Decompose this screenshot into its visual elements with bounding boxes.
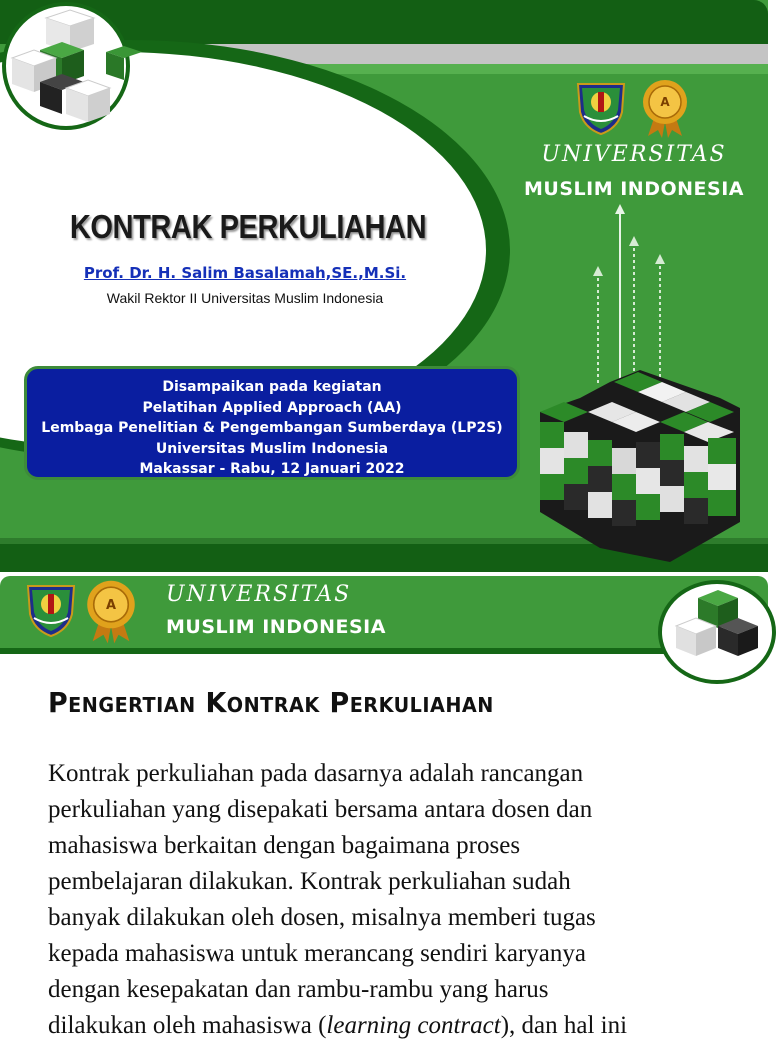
info-line: Disampaikan pada kegiatan bbox=[162, 379, 382, 395]
body-line-start: dilakukan oleh mahasiswa ( bbox=[48, 1012, 327, 1039]
body-line-last bbox=[48, 1008, 748, 1044]
info-line: Pelatihan Applied Approach (AA) bbox=[142, 399, 402, 416]
body-line: pembelajaran dilakukan. Kontrak perkuliahan sudah bbox=[48, 868, 571, 895]
cube-logo-icon bbox=[662, 584, 772, 680]
body-line: mahasiswa berkaitan dengan bagaimana proses bbox=[48, 832, 521, 859]
upward-arrows-icon bbox=[588, 204, 678, 384]
header-stripe bbox=[0, 648, 768, 654]
body-line: dengan kesepakatan dan rambu-rambu yang harus bbox=[48, 976, 549, 1003]
info-line: Lembaga Penelitian & Pengembangan Sumberdaya (LP2S) bbox=[41, 420, 503, 436]
body-line: banyak dilakukan oleh dosen, misalnya memberi tugas bbox=[48, 904, 596, 931]
author-role: Wakil Rektor II Universitas Muslim Indonesia bbox=[106, 290, 384, 306]
body-line: perkuliahan yang disepakati bersama antara dosen dan bbox=[48, 796, 593, 823]
university-label-script: UNIVERSITAS bbox=[541, 142, 727, 167]
event-info-box bbox=[24, 366, 520, 480]
accreditation-seal-icon bbox=[84, 578, 138, 644]
info-line: Makassar - Rabu, 12 Januari 2022 bbox=[139, 461, 405, 477]
presentation-title: KONTRAK PERKULIAHAN bbox=[69, 208, 427, 245]
university-name: MUSLIM INDONESIA bbox=[166, 616, 386, 638]
university-emblem-icon bbox=[24, 580, 78, 638]
svg-text:A: A bbox=[660, 95, 670, 109]
accreditation-seal-icon bbox=[640, 78, 690, 138]
university-name: MUSLIM INDONESIA bbox=[524, 178, 744, 200]
info-line: Universitas Muslim Indonesia bbox=[155, 440, 389, 457]
university-label-script: UNIVERSITAS bbox=[166, 582, 352, 607]
cube-logo-icon bbox=[6, 6, 126, 126]
body-text bbox=[48, 756, 748, 1044]
body-line-italic: learning contract bbox=[326, 1012, 501, 1039]
svg-text:A: A bbox=[105, 597, 117, 613]
body-line: Kontrak perkuliahan pada dasarnya adalah rancangan bbox=[48, 760, 584, 787]
section-heading: Pengertian Kontrak Perkuliahan bbox=[48, 686, 494, 719]
cube-logo bbox=[658, 580, 776, 684]
slide-2 bbox=[0, 576, 768, 1039]
body-line-end: ), dan hal ini bbox=[500, 1012, 628, 1039]
cube-logo bbox=[2, 2, 130, 130]
cube-stack-illustration bbox=[530, 362, 758, 572]
university-emblem-icon bbox=[574, 78, 628, 136]
author-name[interactable]: Prof. Dr. H. Salim Basalamah,SE.,M.Si. bbox=[83, 264, 407, 282]
body-line: kepada mahasiswa untuk merancang sendiri karyanya bbox=[48, 940, 586, 967]
